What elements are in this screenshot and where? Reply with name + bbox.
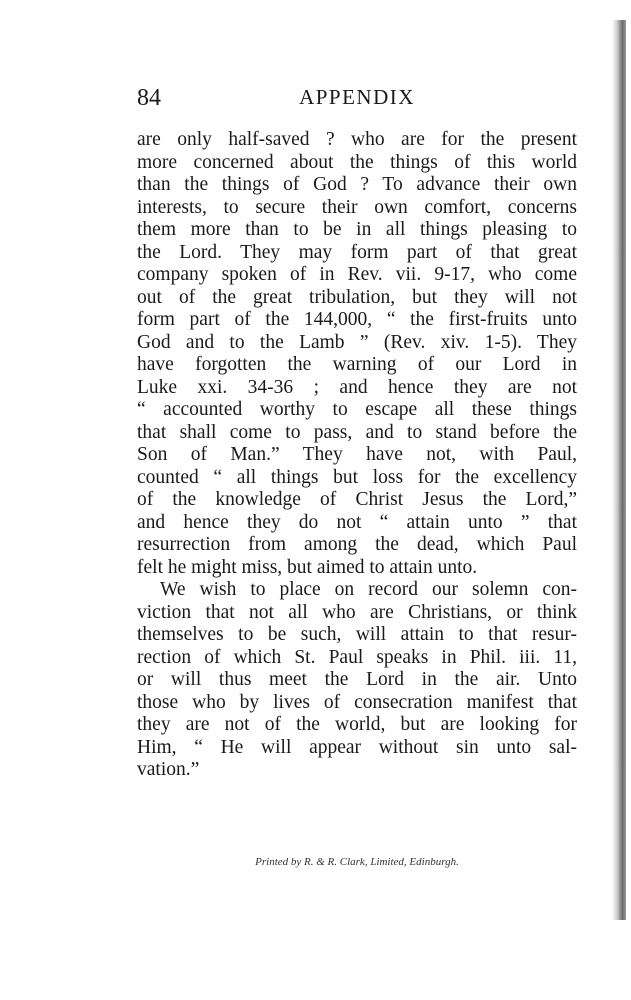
text-line: form part of the 144,000, “ the first-fruits unto bbox=[137, 309, 577, 330]
text-line: out of the great tribulation, but they will not bbox=[137, 286, 577, 308]
printer-imprint: Printed by R. & R. Clark, Limited, Edinburgh. bbox=[255, 856, 459, 868]
text-line: are only half-saved ? who are for the present bbox=[137, 129, 577, 150]
text-line: or will thus meet the Lord in the air. Unto bbox=[137, 669, 577, 690]
text-line: We wish to place on record our solemn con- bbox=[160, 579, 577, 600]
text-line: Son of Man.” They have not, with Paul, bbox=[137, 444, 577, 465]
text-line: felt he might miss, but aimed to attain unto. bbox=[137, 556, 478, 578]
text-line: the Lord. They may form part of that great bbox=[137, 241, 577, 263]
text-line: interests, to secure their own comfort, concerns bbox=[137, 196, 577, 218]
text-line: them more than to be in all things pleasing to bbox=[137, 219, 577, 240]
text-line: company spoken of in Rev. vii. 9-17, who come bbox=[137, 264, 577, 285]
text-line: counted “ all things but loss for the excellency bbox=[137, 466, 577, 488]
text-line: than the things of God ? To advance their own bbox=[137, 174, 577, 195]
running-head: APPENDIX bbox=[299, 85, 415, 109]
text-line: themselves to be such, will attain to that resur- bbox=[137, 624, 577, 645]
page-edge-shadow bbox=[612, 20, 626, 920]
body-text bbox=[137, 129, 577, 782]
page-header bbox=[137, 85, 577, 115]
text-line: viction that not all who are Christians, or think bbox=[137, 601, 577, 623]
text-line: God and to the Lamb ” (Rev. xiv. 1-5). They bbox=[137, 331, 577, 353]
text-line: and hence they do not “ attain unto ” that bbox=[137, 511, 577, 533]
text-line: resurrection from among the dead, which Paul bbox=[137, 534, 577, 555]
text-line: of the knowledge of Christ Jesus the Lord,” bbox=[137, 489, 577, 510]
text-line: rection of which St. Paul speaks in Phil. iii. 11, bbox=[137, 646, 577, 668]
text-line: they are not of the world, but are looking for bbox=[137, 714, 577, 735]
page-number: 84 bbox=[137, 85, 161, 111]
text-line: those who by lives of consecration manifest that bbox=[137, 691, 577, 713]
text-line: more concerned about the things of this world bbox=[137, 151, 577, 173]
text-line: vation.” bbox=[137, 759, 200, 780]
text-line: have forgotten the warning of our Lord in bbox=[137, 354, 577, 375]
text-line: Luke xxi. 34-36 ; and hence they are not bbox=[137, 376, 577, 398]
text-line: “ accounted worthy to escape all these things bbox=[137, 399, 577, 420]
text-line: Him, “ He will appear without sin unto sal- bbox=[137, 736, 577, 758]
text-line: that shall come to pass, and to stand before the bbox=[137, 421, 577, 443]
